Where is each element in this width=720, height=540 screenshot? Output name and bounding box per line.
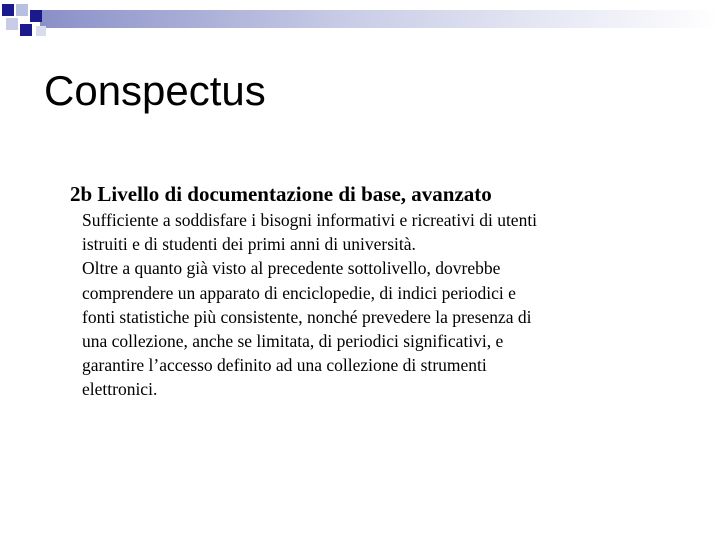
paragraph-2-line: elettronici. <box>82 379 158 400</box>
paragraph-2-line: una collezione, anche se limitata, di periodici significativi, e <box>82 331 504 352</box>
paragraph-2 <box>82 256 622 401</box>
paragraph-2-line: garantire l’accesso definito ad una collezione di strumenti <box>82 355 487 376</box>
body-text <box>82 208 622 402</box>
square-light-1 <box>16 4 28 16</box>
paragraph-1-line: Sufficiente a soddisfare i bisogni informativi e ricreativi di utenti <box>82 210 538 230</box>
slide-title: Conspectus <box>44 67 266 114</box>
paragraph-1 <box>82 208 622 256</box>
paragraph-1-line: istruiti e di studenti dei primi anni di università. <box>82 234 416 255</box>
paragraph-2-line: Oltre a quanto già visto al precedente sottolivello, dovrebbe <box>82 258 501 279</box>
square-dark-2 <box>30 10 42 22</box>
section-subheading: 2b Livello di documentazione di base, avanzato <box>70 182 492 206</box>
square-dark-1 <box>2 4 14 16</box>
header-decoration <box>0 0 720 60</box>
paragraph-2-line: comprendere un apparato di enciclopedie, di indici periodici e <box>82 282 516 303</box>
square-light-2 <box>6 18 18 30</box>
paragraph-2-line: fonti statistiche più consistente, nonché prevedere la presenza di <box>82 306 532 327</box>
square-light-3 <box>36 26 46 36</box>
square-dark-3 <box>20 24 32 36</box>
header-gradient-band <box>40 10 720 28</box>
